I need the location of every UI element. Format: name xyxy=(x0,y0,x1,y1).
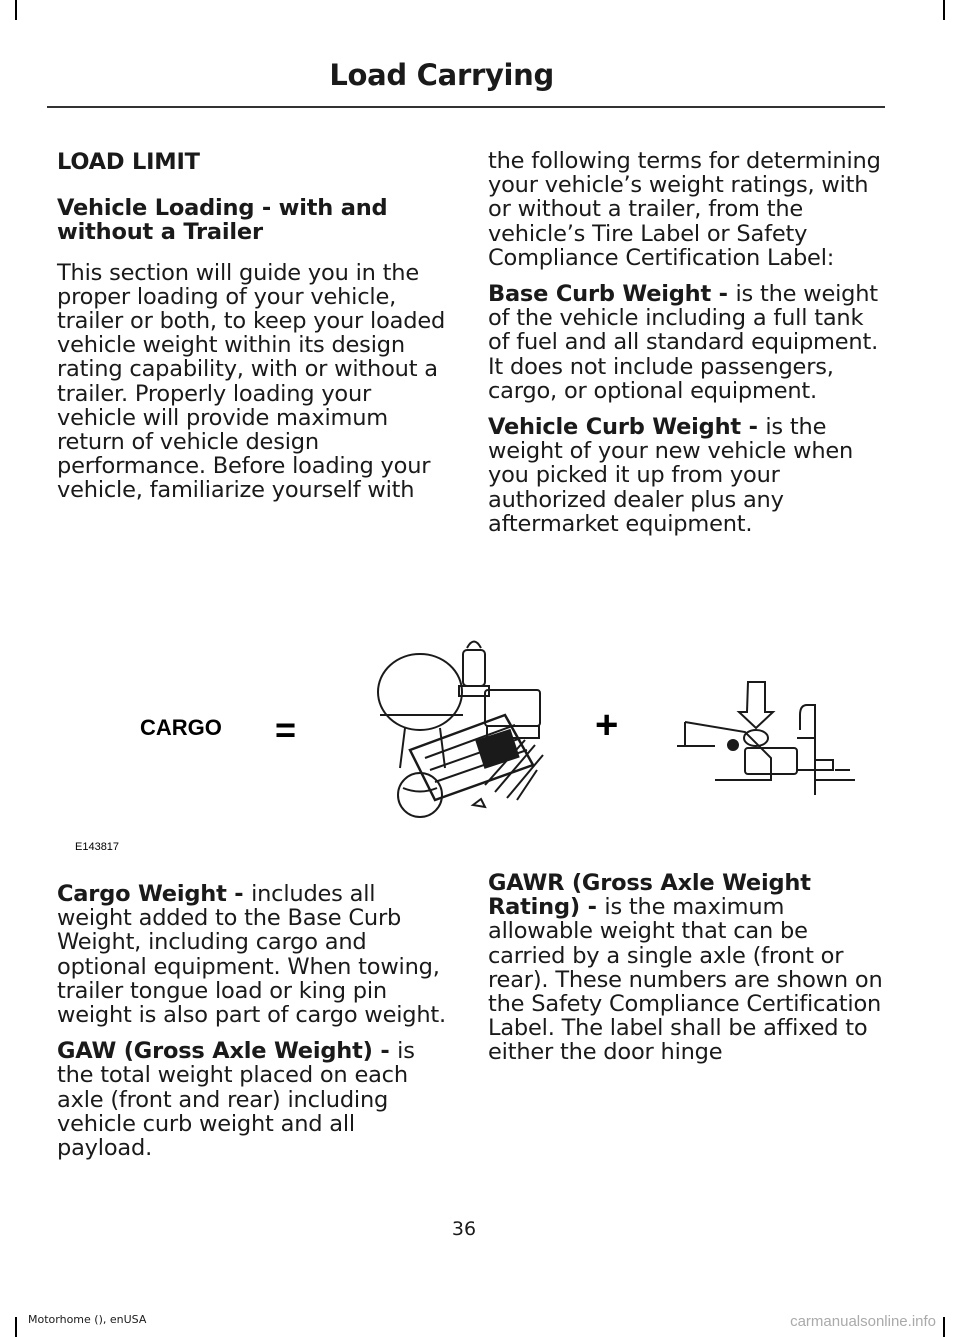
cargo-label: CARGO xyxy=(140,715,222,740)
gawr-definition xyxy=(488,871,883,1065)
vehicle-curb-weight-text: is the weight of your new vehicle when you picked it up from your authorized dealer plus any aftermarket equipment. xyxy=(488,414,854,537)
document-info: Motorhome (), enUSA xyxy=(28,1313,147,1326)
right-column xyxy=(488,149,883,548)
cargo-illustration xyxy=(55,620,885,860)
vehicle-curb-weight-definition xyxy=(488,415,883,536)
cargo-items-icon xyxy=(378,642,543,818)
base-curb-weight-term: Base Curb Weight - xyxy=(488,281,736,308)
crop-mark-bottom-left xyxy=(15,1317,17,1337)
intro-paragraph: This section will guide you in the proper loading of your vehicle, trailer or both, to keep your loaded vehicle weight within its design rating capability, with or without a trailer. Properly loading your vehicle will provide maximum return of vehicle design performance. Before loading your vehicle, familiarize yourself with xyxy=(57,259,446,504)
base-curb-weight-text: is the weight of the vehicle including a full tank of fuel and all standard equipment. It does not include passengers, cargo, or optional equipment. xyxy=(488,281,879,404)
gawr-text: is the maximum allowable weight that can be carried by a single axle (front or rear). These numbers are shown on the Safety Compliance Certification Label. The label shall be affixed to either the door hinge xyxy=(488,894,883,1066)
cargo-weight-text: includes all weight added to the Base Curb Weight, including cargo and optional equipment. When towing, trailer tongue load or king pin weight is also part of cargo weight. xyxy=(57,881,446,1029)
cargo-weight-term: Cargo Weight - xyxy=(57,881,252,907)
page-number: 36 xyxy=(451,1218,477,1240)
gaw-term: GAW (Gross Axle Weight) - xyxy=(57,1038,398,1065)
crop-mark-top-left xyxy=(15,0,17,20)
lower-left-column xyxy=(57,882,452,1172)
plus-sign: + xyxy=(595,703,619,747)
left-column xyxy=(57,150,452,515)
subheading: Vehicle Loading - with and without a Trailer xyxy=(57,195,388,246)
gaw-text: is the total weight placed on each axle (front and rear) including vehicle curb weight and all payload. xyxy=(57,1038,415,1162)
vehicle-curb-weight-term: Vehicle Curb Weight - xyxy=(488,414,766,441)
gaw-definition xyxy=(57,1039,452,1160)
crop-mark-top-right xyxy=(943,0,945,20)
watermark: carmanualsonline.info xyxy=(790,1313,936,1330)
figure-id: E143817 xyxy=(75,841,120,853)
crop-mark-bottom-right xyxy=(943,1317,945,1337)
gawr-term: GAWR (Gross Axle Weight Rating) - xyxy=(488,870,811,921)
header-rule xyxy=(47,106,885,108)
intro-continued: the following terms for determining your vehicle’s weight ratings, with or without a trailer, from the vehicle’s Tire Label or Safety Compliance Certification Label: xyxy=(488,148,881,271)
lower-right-column xyxy=(488,871,883,1077)
cargo-weight-definition xyxy=(57,882,452,1027)
equals-sign: = xyxy=(275,709,297,750)
section-title: Load Carrying xyxy=(329,58,554,92)
base-curb-weight-definition xyxy=(488,282,883,403)
section-heading: LOAD LIMIT xyxy=(57,149,200,175)
trailer-hitch-icon xyxy=(677,682,855,795)
